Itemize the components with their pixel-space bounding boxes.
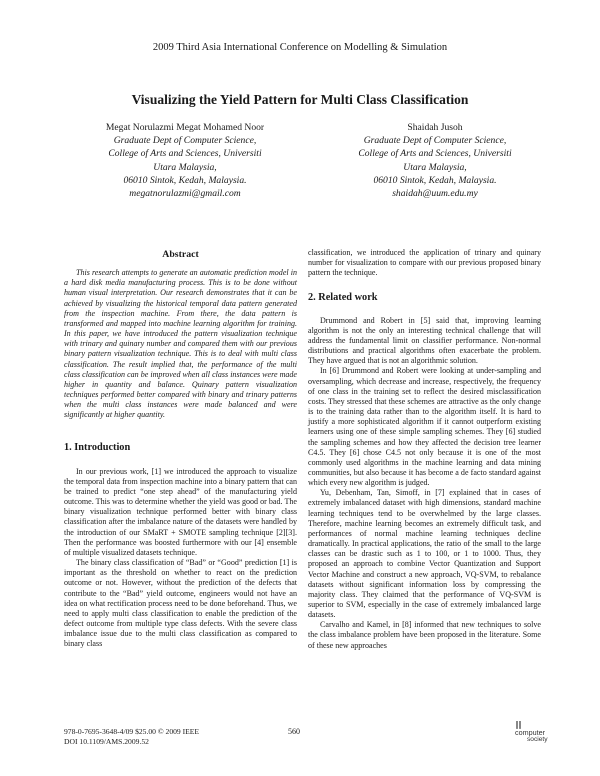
author-address: 06010 Sintok, Kedah, Malaysia. [373, 174, 497, 186]
author-university: Utara Malaysia, [403, 161, 467, 173]
abstract-text: This research attempts to generate an automatic prediction model in a hard disk media manufacturing process. This is to be done without human visual interpretation. Our research demonstrates that it can be achieved by visualizing the historical temporal data pattern generated from the inspection machine. From there, the data pattern is transformed and mapped into machine learning algorithm for training. In this paper, we have introduced the pattern visualization technique with trinary and quinary number and compared them with our previous binary pattern visualization technique. This is to deal with multi class classification. The result implied that, the performance of the multi class classification can be improved when all class instances were made higher in quantity and balance. Quinary pattern visualization techniques performed better compared with binary and trinary patterns when the multi class instances were made balanced and were significantly at higher quantity. [64, 268, 297, 420]
author-name: Megat Norulazmi Megat Mohamed Noor [105, 122, 265, 133]
related-paragraph: Yu, Debenham, Tan, Simoff, in [7] explained that in cases of extremely imbalanced dataset with high dimensions, standard machine learning techniques tend to be overwhelmed by the large classes. Therefore, machine learning becomes an extremely difficult task, and performances of normal machine learning techniques decline dramatically. In practical applications, the ratio of the small to the large classes can be drastic such as 1 to 100, or 1 to 1000. Thus, they proposed an approach to combine Vector Quantization and Support Vector Machine and construct a new approach, VQ-SVM, to rebalance datasets without significant information loss by compressing the majority class. They claimed that the performance of VQ-SVM is superior to SVM, especially in the case of extremely imbalanced large datasets. [308, 488, 541, 620]
related-paragraph: Carvalho and Kamel, in [8] informed that new techniques to solve the class imbalance problem have been proposed in the literature. Some of these new approaches [308, 620, 541, 650]
footer-isbn: 978-0-7695-3648-4/09 $25.00 © 2009 IEEE [64, 727, 200, 736]
author-name: Shaidah Jusoh [407, 122, 463, 133]
conference-header: 2009 Third Asia International Conference on Modelling & Simulation [152, 42, 448, 53]
author-college: College of Arts and Sciences, Universiti [108, 148, 262, 160]
author-block-2 [305, 121, 565, 200]
page-number: 560 [288, 727, 300, 736]
related-paragraph: Drummond and Robert in [5] said that, improving learning algorithm is not the only an interesting technical challenge that will address the fundamental limit on classifier performance. Non-normal distributions and practical algorithms often exacerbate the problem. They have argued that is not an algorithmic solution. [308, 315, 541, 366]
right-column [308, 248, 541, 651]
introduction-heading: 1. Introduction [64, 441, 131, 453]
intro-continuation: classification, we introduced the application of trinary and quinary number for visualization to compare with our previous proposed binary pattern the technique. [308, 248, 541, 278]
related-paragraph: In [6] Drummond and Robert were looking at under-sampling and oversampling, which decrease and increase, respectively, the frequency of one class in the training set to reflect the desired misclassification costs. They stressed that these schemes are attractive as the only change is to the training data rather than to the algorithm itself. It is hard to justify a more sophisticated algorithm if it cannot outperform existing learners using one of these simple sampling schemes. They [6] studied the sampling schemes and how they affected the decision tree learner C4.5. They [6] chose C4.5 not only because it is one of the most commonly used algorithms in the machine learning and data mining communities, but also because it has become a de facto standard against which every new algorithm is judged. [308, 366, 541, 488]
intro-paragraph: The binary class classification of “Bad” or “Good” prediction [1] is important as the threshold on whether to react on the prediction outcome or not. However, without the prediction of the defects that contribute to the “Bad” yield outcome, engineers would not have an idea on what rectification process need to be done beforehand. Thus, we need to apply multi class classification to enable the prediction of the defect outcome from multiple type class defects. With the severe class imbalance issue due to the multi class classification as compared to binary class [64, 558, 297, 649]
abstract-heading: Abstract [162, 249, 199, 260]
author-college: College of Arts and Sciences, Universiti [358, 148, 512, 160]
related-work-heading: 2. Related work [308, 292, 378, 304]
author-university: Utara Malaysia, [153, 161, 217, 173]
computer-society-logo [497, 720, 557, 746]
footer-copyright [64, 727, 199, 746]
footer-doi: DOI 10.1109/AMS.2009.52 [64, 736, 149, 746]
author-block-1 [60, 121, 310, 200]
logo-text-society: society [527, 736, 548, 743]
author-email: megatnorulazmi@gmail.com [129, 188, 241, 200]
author-address: 06010 Sintok, Kedah, Malaysia. [123, 174, 247, 186]
author-department: Graduate Dept of Computer Science, [113, 135, 257, 147]
logo-mark-icon: ∥∥ [515, 720, 521, 729]
logo-text-computer: computer [515, 728, 545, 737]
intro-paragraph: In our previous work, [1] we introduced the approach to visualize the temporal data from inspection machine into a binary pattern that can be trained to predict “one step ahead” of the manufacturing yield outcome. This was to determine whether the yield was good or bad. The binary visualization technique performed better with binary class classification after the imbalance nature of the datasets were handled by the introduction of our SMaRT + SMOTE sampling technique [2][3]. Then the performance was boosted furthermore with our [4] ensemble of multiple visualized datasets technique. [64, 466, 297, 557]
left-column [64, 248, 297, 649]
author-department: Graduate Dept of Computer Science, [363, 135, 507, 147]
paper-title: Visualizing the Yield Pattern for Multi Class Classification [131, 92, 469, 107]
author-email: shaidah@uum.edu.my [392, 188, 478, 200]
